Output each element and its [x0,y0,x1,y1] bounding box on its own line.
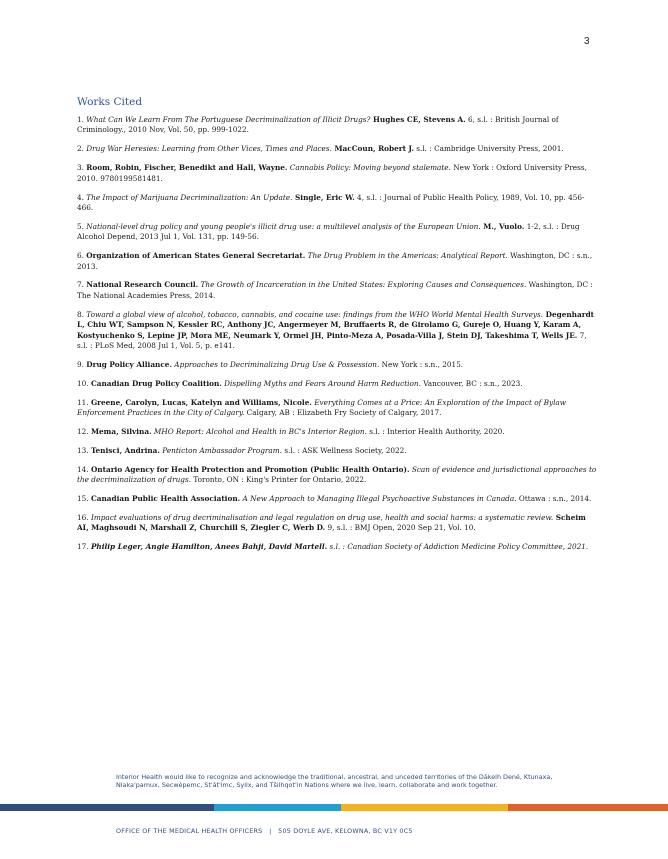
reference-item [77,513,597,534]
footer-address: 505 DOYLE AVE, KELOWNA, BC V1Y 0C5 [278,827,413,835]
reference-number: 1. [77,115,87,124]
reference-item [77,280,597,301]
reference-number: 8. [77,309,87,319]
reference-item [77,115,597,136]
reference-item [77,465,597,486]
reference-title: National-level drug policy and young people's illicit drug use: a multilevel analysis of the European Union. [86,221,481,231]
reference-source: New York : Oxford University Press, 2010. 9780199581481. [77,163,587,183]
reference-title: A New Approach to Managing Illegal Psychoactive Substances in Canada. [240,494,517,504]
reference-title: MHO Report: Alcohol and Health in BC's Interior Region. [151,427,367,437]
reference-number: 3. [77,163,87,173]
reference-author: Tenisci, Andrina. [90,445,160,455]
stripe-segment [341,804,508,811]
footer [116,827,413,835]
reference-number: 11. [77,397,91,407]
reference-author: Hughes CE, Stevens A. [370,115,466,124]
reference-author: Room, Robin, Fischer, Benedikt and Hall, Wayne. [86,163,288,173]
reference-title: s.l. : Canadian Society of Addiction Medicine Policy Committee, 2021. [327,542,589,552]
reference-number: 13. [77,445,91,455]
reference-author: Mema, Silvina. [90,427,152,437]
reference-item [77,222,597,243]
reference-author: Greene, Carolyn, Lucas, Katelyn and Williams, Nicole. [90,397,312,407]
reference-author: Drug Policy Alliance. [86,359,172,369]
reference-source: s.l. : Interior Health Authority, 2020. [366,427,505,437]
reference-item [77,494,597,504]
reference-source: Toronto, ON : King's Printer for Ontario, 2022. [191,475,367,485]
land-acknowledgement: Interior Health would like to recognize and acknowledge the traditional, ancestral, and unceded territories of the Dãkelh Dené, Ktunaxa, Nlaka'pamux, Secwépemc, St'át'imc, Syilx, and Tŝilhqot'in Nations where we live, learn, collaborate and work together. [116,773,553,790]
reference-number: 16. [77,513,91,523]
reference-author: Single, Eric W. [292,192,355,202]
reference-source: Vancouver, BC : s.n., 2023. [420,378,523,388]
reference-author: Ontario Agency for Health Protection and Promotion (Public Health Ontario). [90,464,410,474]
reference-item [77,427,597,437]
reference-item [77,144,597,154]
reference-number: 17. [77,542,91,552]
reference-source: 6, s.l. : British Journal of Criminology., 2010 Nov, Vol. 50, pp. 999-1022. [77,115,559,135]
reference-source: Washington, DC : s.n., 2013. [77,251,593,271]
reference-item [77,251,597,272]
footer-separator: | [269,827,272,835]
reference-number: 10. [77,378,91,388]
reference-title: The Growth of Incarceration in the United States: Exploring Causes and Consequences. [198,280,527,290]
reference-item [77,360,597,370]
reference-source: 9, s.l. : BMJ Open, 2020 Sep 21, Vol. 10. [325,523,476,533]
footer-office: OFFICE OF THE MEDICAL HEALTH OFFICERS [116,827,263,835]
reference-author: M., Vuolo. [480,221,525,231]
reference-number: 9. [77,359,87,369]
reference-author: Philip Leger, Angie Hamilton, Anees Bahji, David Martell. [90,542,328,552]
reference-item [77,542,597,552]
reference-title: Scan of evidence and jurisdictional approaches to the decriminalization of drugs. [77,464,597,485]
reference-item [77,398,597,419]
reference-title: Toward a global view of alcohol, tobacco, cannabis, and cocaine use: findings from the WHO World Mental Health Surveys. [86,309,544,319]
reference-title: What Can We Learn From The Portuguese Decriminalization of Illicit Drugs? [86,115,371,124]
color-stripe [0,804,668,811]
reference-number: 4. [77,192,87,202]
section-heading: Works Cited [77,96,143,108]
page-number: 3 [584,36,590,47]
reference-number: 6. [77,251,87,261]
reference-item [77,379,597,389]
reference-source: Calgary, AB : Elizabeth Fry Society of Calgary, 2017. [244,408,442,418]
reference-author: MacCoun, Robert J. [331,144,414,154]
reference-item [77,163,597,184]
reference-source: 4, s.l. : Journal of Public Health Policy, 1989, Vol. 10, pp. 456-466. [77,192,585,212]
reference-title: Everything Comes at a Price: An Exploration of the Impact of Bylaw Enforcement Practices in the City of Calgary. [77,397,567,418]
reference-title: Cannabis Policy: Moving beyond stalemate. [287,163,451,173]
reference-list [77,115,597,561]
reference-author: Canadian Public Health Association. [90,494,241,504]
reference-source: 7, s.l. : PLoS Med, 2008 Jul 1, Vol. 5, p. e141. [77,330,587,350]
reference-title: Approaches to Decriminalizing Drug Use & Possession. [171,359,380,369]
reference-author: Scheim AI, Maghsoudi N, Marshall Z, Churchill S, Ziegler C, Werb D. [77,513,586,533]
reference-number: 14. [77,464,91,474]
reference-item [77,446,597,456]
reference-source: Washington, DC : The National Academies Press, 2014. [77,280,593,300]
reference-author: National Research Council. [86,280,199,290]
reference-source: s.l. : Cambridge University Press, 2001. [413,144,564,154]
reference-author: Canadian Drug Policy Coalition. [90,378,222,388]
reference-title: The Impact of Marijuana Decriminalization: An Update. [86,192,293,202]
reference-title: Dispelling Myths and Fears Around Harm Reduction. [221,378,421,388]
reference-number: 15. [77,494,91,504]
reference-number: 12. [77,427,91,437]
reference-title: Drug War Heresies: Learning from Other Vices, Times and Places. [86,144,332,154]
reference-number: 2. [77,144,87,154]
stripe-segment [214,804,341,811]
reference-author: Degenhardt L, Chiu WT, Sampson N, Kessler RC, Anthony JC, Angermeyer M, Bruffaerts R, de Girolamo G, Gureje O, Huang Y, Karam A, Kostyuchenko S, Lepine JP, Mora ME, Neumark Y, Ormel JH, Pinto-Meza A, Posada-Villa J, Stein DJ, Takeshima T, Wells JE. [77,309,595,340]
reference-item [77,310,597,352]
reference-source: New York : s.n., 2015. [379,359,464,369]
stripe-segment [0,804,214,811]
stripe-segment [508,804,668,811]
reference-title: Penticton Ambassador Program. [159,445,282,455]
reference-author: Organization of American States General Secretariat. [86,251,306,261]
reference-item [77,193,597,214]
reference-source: s.l. : ASK Wellness Society, 2022. [282,445,407,455]
reference-number: 7. [77,280,87,290]
reference-title: The Drug Problem in the Americas: Analytical Report. [305,251,508,261]
reference-number: 5. [77,221,87,231]
reference-title: Impact evaluations of drug decriminalisation and legal regulation on drug use, health and social harms: a systematic review. [90,513,554,523]
reference-source: Ottawa : s.n., 2014. [516,494,592,504]
reference-source: 1-2, s.l. : Drug Alcohol Depend, 2013 Jul 1, Vol. 131, pp. 149-56. [77,221,580,242]
